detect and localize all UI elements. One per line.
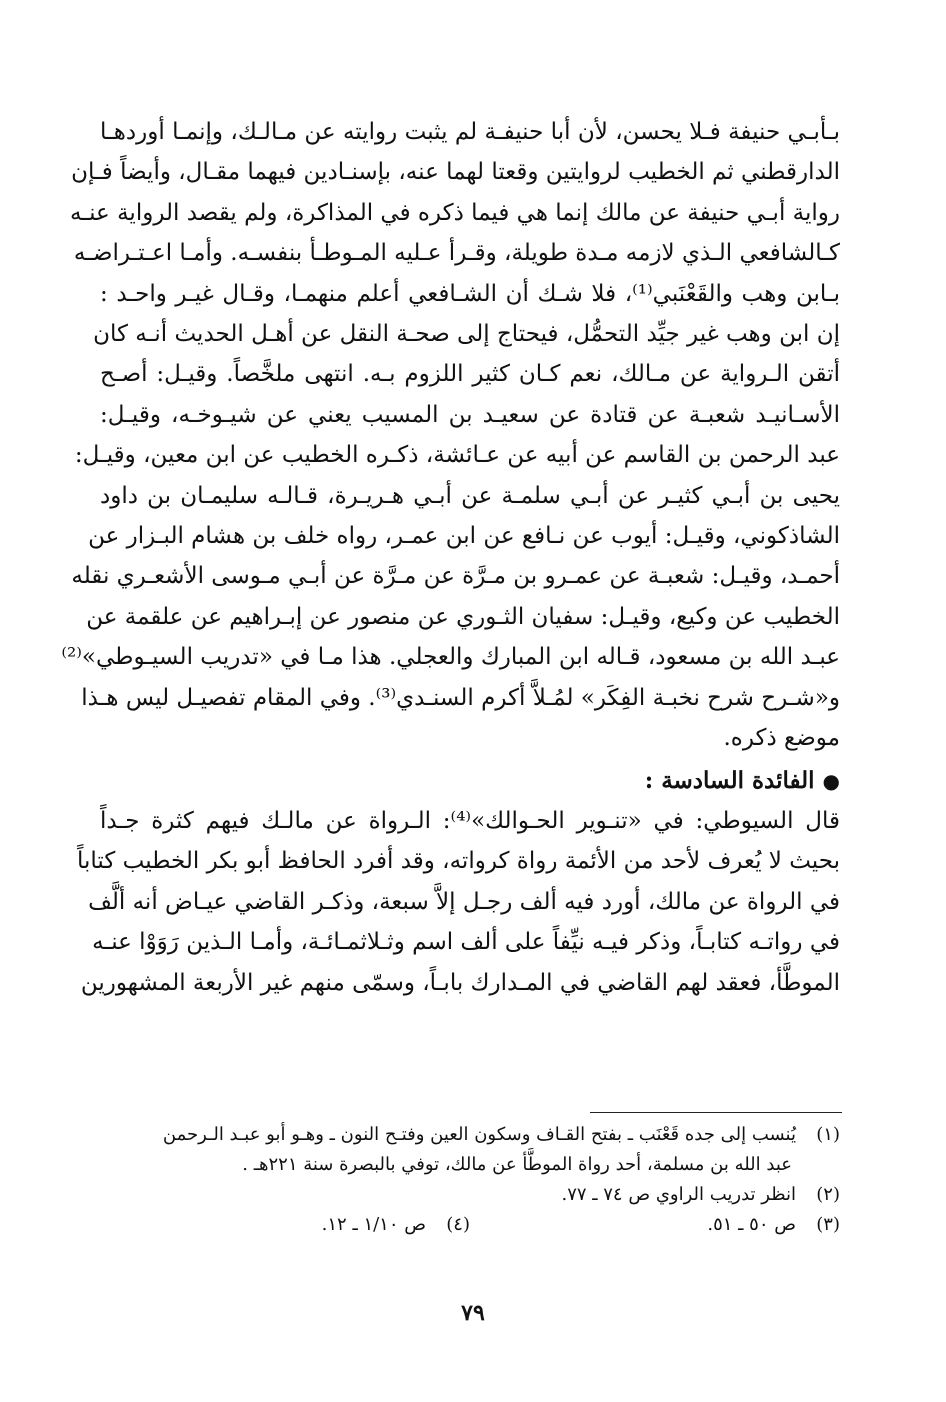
text-line: عبد الرحمن بن القاسم عن أبيه عن عـائشة، ذكـره الخطيب عن ابن معين، وقيـل: xyxy=(74,442,840,469)
main-text xyxy=(61,112,841,1003)
text-line: الدارقطني ثم الخطيب لروايتين وقعتا لهما عنه، بإسنـادين فيهما مقـال، وأيضاً فـإن xyxy=(71,159,840,186)
footnote-3 xyxy=(470,1210,840,1240)
footnote-number: (٢) xyxy=(816,1184,840,1205)
text-line: الخطيب عن وكيع، وقيـل: سفيان الثـوري عن منصور عن إبـراهيم عن علقمة عن xyxy=(86,603,840,630)
text-line: في رواتـه كتابـاً، وذكر فيـه نيِّفاً على ألف اسم وثـلاثمـائـة، وأمـا الـذين رَوَوْا عنـه xyxy=(92,929,840,956)
text-line: الشاذكوني، وقيـل: أيوب عن نـافع عن ابن عمـر، رواه خلف بن هشام البـزار عن xyxy=(88,523,840,550)
bullet-icon: ● xyxy=(822,768,840,793)
footnote-number: (٤) xyxy=(446,1214,470,1235)
footnote-4 xyxy=(100,1210,470,1240)
footnote-text: ص ٥٠ ـ ٥١. xyxy=(707,1214,796,1235)
footnote-number: (٣) xyxy=(816,1214,840,1235)
section-heading-label: الفائدة السادسة : xyxy=(644,766,815,794)
footnote-text: انظر تدريب الراوي ص ٧٤ ـ ٧٧. xyxy=(561,1184,796,1205)
footnote-1-continuation: عبد الله بن مسلمة، أحد رواة الموطَّأ عن مالك، توفي بالبصرة سنة ٢٢١هـ . xyxy=(242,1154,792,1175)
text-line: بحيث لا يُعرف لأحد من الأئمة رواة كرواته، وقد أفرد الحافظ أبو بكر الخطيب كتاباً xyxy=(77,848,840,875)
text-line: الأسـانيـد شعبـة عن قتادة عن سعيـد بن المسيب يعني عن شيـوخـه، وقيـل: xyxy=(100,401,840,428)
text-line: و«شـرح شرح نخبـة الفِكَر» لمُـلاَّ أكرم السنـدي⁽³⁾. وفي المقام تفصيـل ليس هـذا xyxy=(81,684,840,711)
footnote-number: (١) xyxy=(816,1124,840,1145)
page-number: ٧٩ xyxy=(461,1300,485,1326)
section-heading xyxy=(100,761,840,801)
text-line: بـابن وهب والقَعْنَبي⁽¹⁾، فلا شـك أن الشـافعي أعلم منهمـا، وقـال غيـر واحـد : xyxy=(100,280,841,307)
footnote-1 xyxy=(100,1120,840,1150)
text-line: قال السيوطي: في «تنـوير الحـوالك»⁽⁴⁾: الـرواة عن مالـك فيهم كثرة جـداً xyxy=(100,807,840,834)
text-line: في الرواة عن مالك، أورد فيه ألف رجـل إلاَّ سبعة، وذكـر القاضي عيـاض أنه ألَّف xyxy=(88,888,840,915)
text-line: أحمـد، وقيـل: شعبـة عن عمـرو بن مـرَّة عن مـرَّة عن أبـي مـوسى الأشعـري نقله xyxy=(71,563,840,590)
text-line: كـالشافعي الـذي لازمه مـدة طويلة، وقـرأ عـليه المـوطـأ بنفسـه. وأمـا اعـتـراضـه xyxy=(73,240,840,267)
text-line: عبـد الله بن مسعود، قـاله ابن المبارك والعجلي. هذا مـا في «تدريب السيـوطي»⁽²⁾ xyxy=(61,644,840,671)
text-line: موضع ذكره. xyxy=(723,725,840,752)
text-line: إن ابن وهب غير جيِّد التحمُّل، فيحتاج إلى صحـة النقل عن أهـل الحديث أنـه كان xyxy=(93,321,840,348)
footnote-2 xyxy=(100,1180,840,1210)
footnotes xyxy=(100,1120,840,1240)
text-line: رواية أبـي حنيفة عن مالك إنما هي فيما ذكره في المذاكرة، ولم يقصد الرواية عنـه xyxy=(70,199,840,226)
footnote-divider xyxy=(590,1112,842,1113)
footnote-text: ص ١/١٠ ـ ١٢. xyxy=(321,1214,426,1235)
footnote-text: يُنسب إلى جده قَعْنَب ـ بفتح القـاف وسكون العين وفتـح النون ـ وهـو أبو عبـد الـرحمن xyxy=(162,1124,796,1145)
text-line: أتقن الـرواية عن مـالك، نعم كـان كثير اللزوم بـه. انتهى ملخَّصاً. وقيـل: أصـح xyxy=(100,361,840,388)
footnote-row xyxy=(100,1210,840,1240)
text-line: الموطَّأ، فعقد لهم القاضي في المـدارك بابـاً، وسمّى منهم غير الأربعة المشهورين xyxy=(80,969,840,996)
text-line: يحيى بن أبـي كثيـر عن أبـي سلمـة عن أبـي هـريـرة، قـالـه سليمـان بن داود xyxy=(100,482,840,509)
text-line: بـأبـي حنيفة فـلا يحسن، لأن أبا حنيفـة لم يثبت روايته عن مـالـك، وإنمـا أوردهـا xyxy=(100,119,840,145)
